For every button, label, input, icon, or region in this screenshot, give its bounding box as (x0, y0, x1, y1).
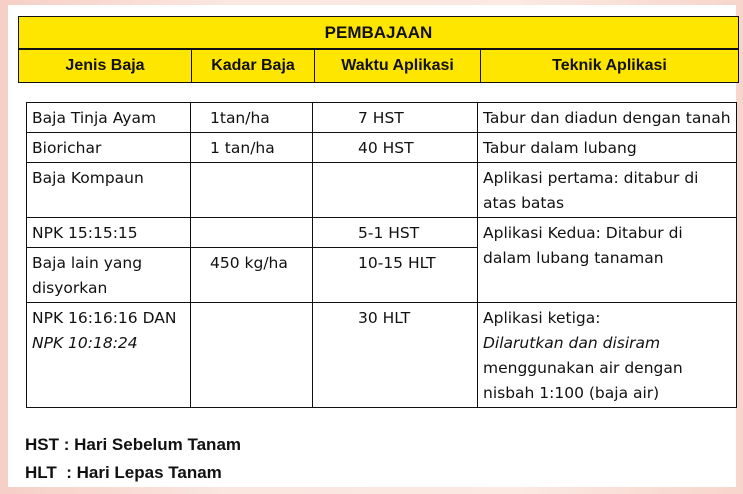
cell-waktu (313, 163, 478, 218)
cell-jenis: Biorichar (27, 133, 191, 163)
cell-waktu (313, 133, 478, 163)
table-row (27, 163, 737, 218)
cell-kadar (191, 248, 313, 303)
waktu-value: 7 HST (358, 109, 404, 127)
waktu-value: 30 HLT (358, 309, 411, 327)
teknik-line-italic: Dilarutkan dan disiram (483, 334, 661, 352)
cell-kadar (191, 303, 313, 408)
header-jenis-baja: Jenis Baja (19, 50, 192, 83)
cell-kadar (191, 218, 313, 248)
cell-teknik: Tabur dan diadun dengan tanah (478, 103, 737, 133)
header-kadar-baja: Kadar Baja (192, 50, 315, 83)
cell-jenis: Baja Kompaun (27, 163, 191, 218)
cell-waktu (313, 248, 478, 303)
header-waktu-aplikasi: Waktu Aplikasi (315, 50, 481, 83)
cell-waktu (313, 103, 478, 133)
teknik-line: menggunakan air dengan nisbah 1:100 (baja air) (483, 359, 683, 402)
cell-jenis (27, 303, 191, 408)
cell-waktu (313, 303, 478, 408)
table-row (27, 218, 737, 248)
header-row-table (18, 49, 739, 83)
table-row (27, 103, 737, 133)
table-row (27, 303, 737, 408)
waktu-value: 5-1 HST (358, 224, 420, 242)
waktu-value: 40 HST (358, 139, 414, 157)
kadar-value: 450 kg/ha (210, 254, 288, 272)
cell-teknik: Aplikasi pertama: ditabur di atas batas (478, 163, 737, 218)
jenis-line: NPK 16:16:16 DAN (32, 309, 177, 327)
kadar-value: 1tan/ha (210, 109, 270, 127)
cell-teknik: Aplikasi Kedua: Ditabur di dalam lubang tanaman (478, 218, 737, 303)
cell-kadar (191, 103, 313, 133)
cell-jenis: Baja Tinja Ayam (27, 103, 191, 133)
table-title: PEMBAJAAN (18, 16, 739, 49)
kadar-value: 1 tan/ha (210, 139, 275, 157)
table-row (27, 133, 737, 163)
data-table (26, 102, 737, 408)
teknik-line: Aplikasi ketiga: (483, 309, 601, 327)
cell-kadar (191, 163, 313, 218)
cell-jenis: NPK 15:15:15 (27, 218, 191, 248)
footnote-hlt: HLT : Hari Lepas Tanam (25, 463, 222, 482)
header-teknik-aplikasi: Teknik Aplikasi (481, 50, 739, 83)
cell-teknik (478, 303, 737, 408)
waktu-value: 10-15 HLT (358, 254, 436, 272)
pembajaan-card (8, 5, 736, 487)
cell-kadar (191, 133, 313, 163)
footnotes (25, 431, 241, 487)
footnote-hst: HST : Hari Sebelum Tanam (25, 435, 242, 454)
cell-jenis: Baja lain yang disyorkan (27, 248, 191, 303)
cell-teknik: Tabur dalam lubang (478, 133, 737, 163)
jenis-line-italic: NPK 10:18:24 (32, 334, 138, 352)
cell-waktu (313, 218, 478, 248)
